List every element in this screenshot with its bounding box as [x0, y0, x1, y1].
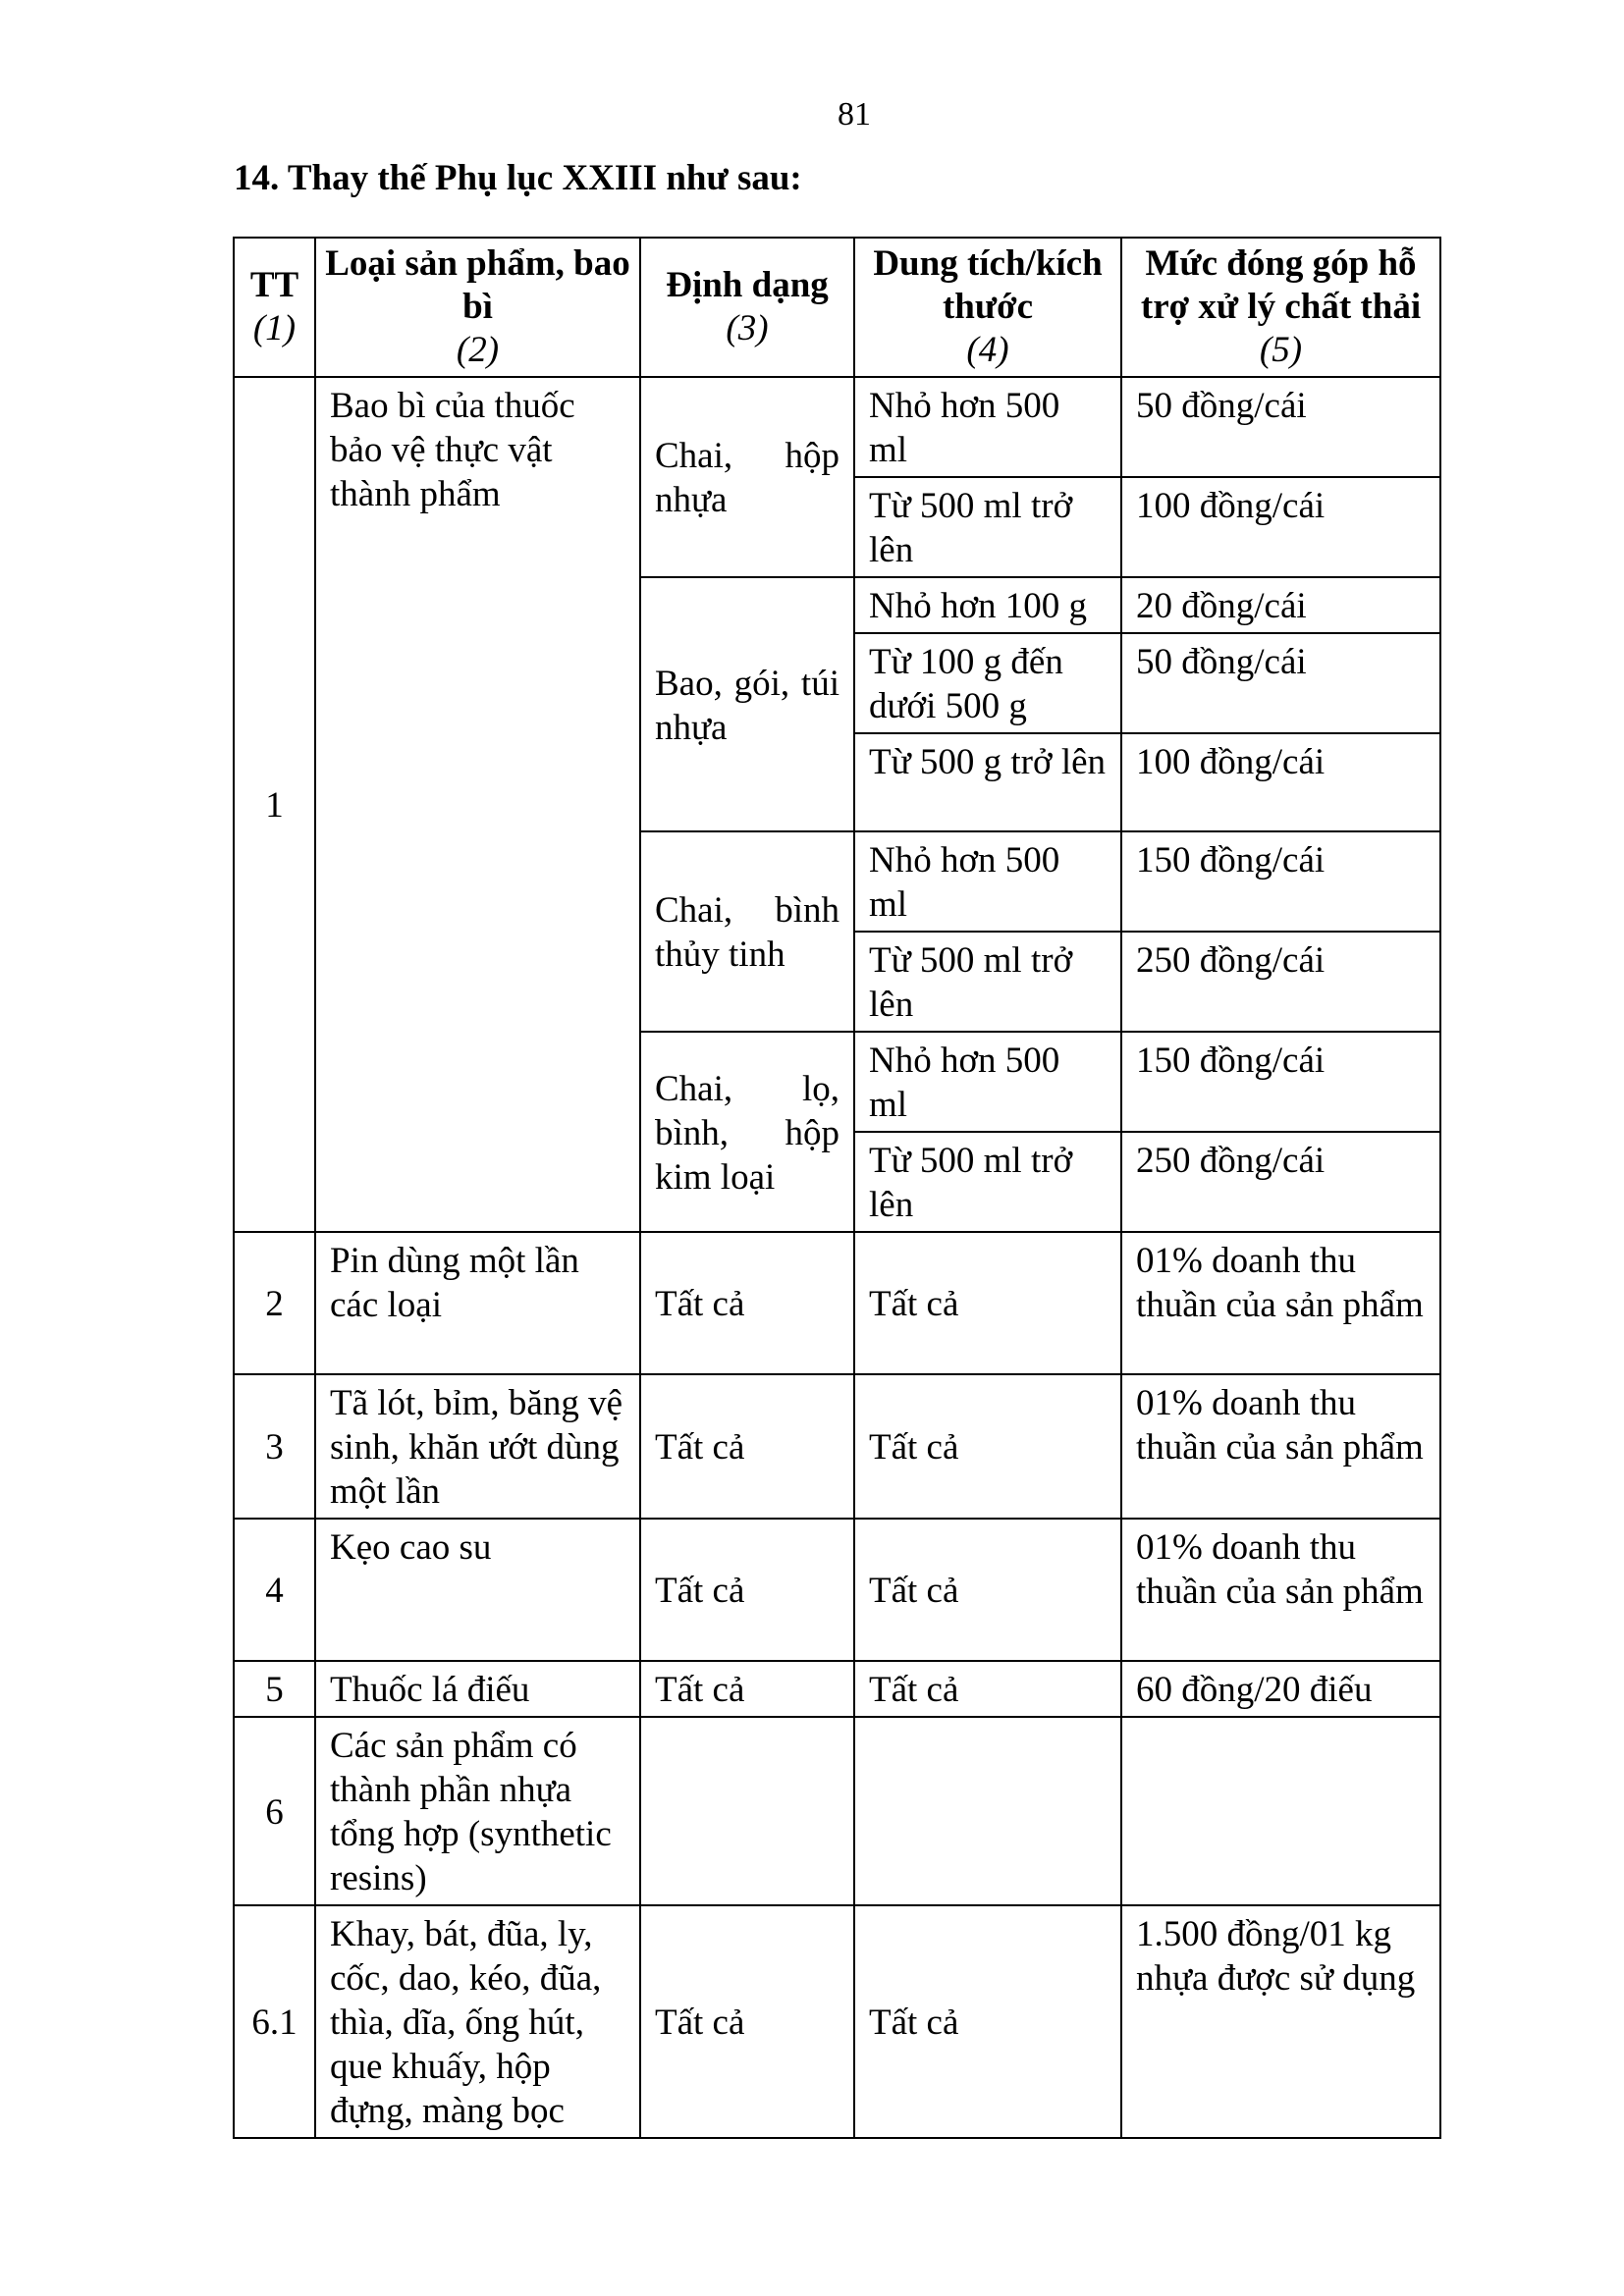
row-format: Tất cả [640, 1232, 854, 1374]
row-fee: 100 đồng/cái [1121, 733, 1440, 831]
row-size: Từ 500 ml trở lên [854, 932, 1121, 1032]
row-size: Nhỏ hơn 500 ml [854, 831, 1121, 932]
table-row [234, 1717, 1440, 1905]
row-fee: 01% doanh thu thuần của sản phẩm [1121, 1232, 1440, 1374]
row-fee: 250 đồng/cái [1121, 1132, 1440, 1232]
row-fee: 20 đồng/cái [1121, 577, 1440, 633]
table-row [234, 1905, 1440, 2138]
row-fee: 1.500 đồng/01 kg nhựa được sử dụng [1121, 1905, 1440, 2138]
table-row [234, 1374, 1440, 1519]
header-product [315, 238, 640, 377]
row-size: Từ 500 g trở lên [854, 733, 1121, 831]
section-heading: 14. Thay thế Phụ lục XXIII như sau: [234, 158, 802, 198]
table-row [234, 377, 1440, 477]
header-label: Dung tích/kích thước [873, 243, 1103, 327]
row-size: Tất cả [854, 1374, 1121, 1519]
table-row [234, 1519, 1440, 1661]
table-header-row [234, 238, 1440, 377]
header-label: TT [249, 265, 299, 305]
row-size: Nhỏ hơn 500 ml [854, 377, 1121, 477]
header-index: (1) [252, 308, 297, 348]
row-tt: 6.1 [234, 1905, 315, 2138]
row-tt: 6 [234, 1717, 315, 1905]
row-size: Tất cả [854, 1661, 1121, 1717]
header-label: Loại sản phẩm, bao bì [325, 243, 630, 327]
row-product: Các sản phẩm có thành phần nhựa tổng hợp (synthetic resins) [315, 1717, 640, 1905]
row-format: Chai, hộp nhựa [640, 377, 854, 577]
row-product: Khay, bát, đũa, ly, cốc, dao, kéo, đũa, thìa, dĩa, ống hút, que khuấy, hộp đựng, màng bọc [315, 1905, 640, 2138]
header-size [854, 238, 1121, 377]
row-format: Tất cả [640, 1374, 854, 1519]
row-size: Nhỏ hơn 100 g [854, 577, 1121, 633]
row-fee: 01% doanh thu thuần của sản phẩm [1121, 1374, 1440, 1519]
row-fee: 50 đồng/cái [1121, 377, 1440, 477]
row-size: Tất cả [854, 1905, 1121, 2138]
header-index: (5) [1259, 330, 1303, 370]
row-format: Chai, lọ, bình, hộp kim loại [640, 1032, 854, 1232]
appendix-table [233, 237, 1441, 2139]
header-format [640, 238, 854, 377]
row-size: Nhỏ hơn 500 ml [854, 1032, 1121, 1132]
row-format: Bao, gói, túi nhựa [640, 577, 854, 831]
row-product: Bao bì của thuốc bảo vệ thực vật thành phẩm [315, 377, 640, 1232]
page-number: 81 [838, 96, 871, 133]
header-fee [1121, 238, 1440, 377]
header-index: (4) [966, 330, 1009, 370]
row-tt: 3 [234, 1374, 315, 1519]
header-label: Mức đóng góp hỗ trợ xử lý chất thải [1140, 243, 1422, 327]
row-product: Thuốc lá điếu [315, 1661, 640, 1717]
row-product: Pin dùng một lần các loại [315, 1232, 640, 1374]
row-size: Tất cả [854, 1232, 1121, 1374]
header-label: Định dạng [666, 265, 829, 305]
row-fee: 250 đồng/cái [1121, 932, 1440, 1032]
row-size: Từ 500 ml trở lên [854, 1132, 1121, 1232]
row-fee: 50 đồng/cái [1121, 633, 1440, 733]
header-index: (3) [726, 308, 769, 348]
row-tt: 2 [234, 1232, 315, 1374]
table-row [234, 1232, 1440, 1374]
row-fee: 60 đồng/20 điếu [1121, 1661, 1440, 1717]
row-tt: 5 [234, 1661, 315, 1717]
table-row [234, 1661, 1440, 1717]
row-format [640, 1717, 854, 1905]
header-tt [234, 238, 315, 377]
row-format: Tất cả [640, 1519, 854, 1661]
row-product: Tã lót, bỉm, băng vệ sinh, khăn ướt dùng một lần [315, 1374, 640, 1519]
row-size [854, 1717, 1121, 1905]
row-fee: 01% doanh thu thuần của sản phẩm [1121, 1519, 1440, 1661]
row-fee: 150 đồng/cái [1121, 1032, 1440, 1132]
row-size: Từ 100 g đến dưới 500 g [854, 633, 1121, 733]
row-format: Tất cả [640, 1905, 854, 2138]
row-fee: 100 đồng/cái [1121, 477, 1440, 577]
row-tt: 4 [234, 1519, 315, 1661]
row-fee [1121, 1717, 1440, 1905]
row-size: Tất cả [854, 1519, 1121, 1661]
row-format: Chai, bình thủy tinh [640, 831, 854, 1032]
header-index: (2) [456, 330, 500, 370]
row-format: Tất cả [640, 1661, 854, 1717]
row-tt: 1 [234, 377, 315, 1232]
row-fee: 150 đồng/cái [1121, 831, 1440, 932]
row-product: Kẹo cao su [315, 1519, 640, 1661]
row-size: Từ 500 ml trở lên [854, 477, 1121, 577]
